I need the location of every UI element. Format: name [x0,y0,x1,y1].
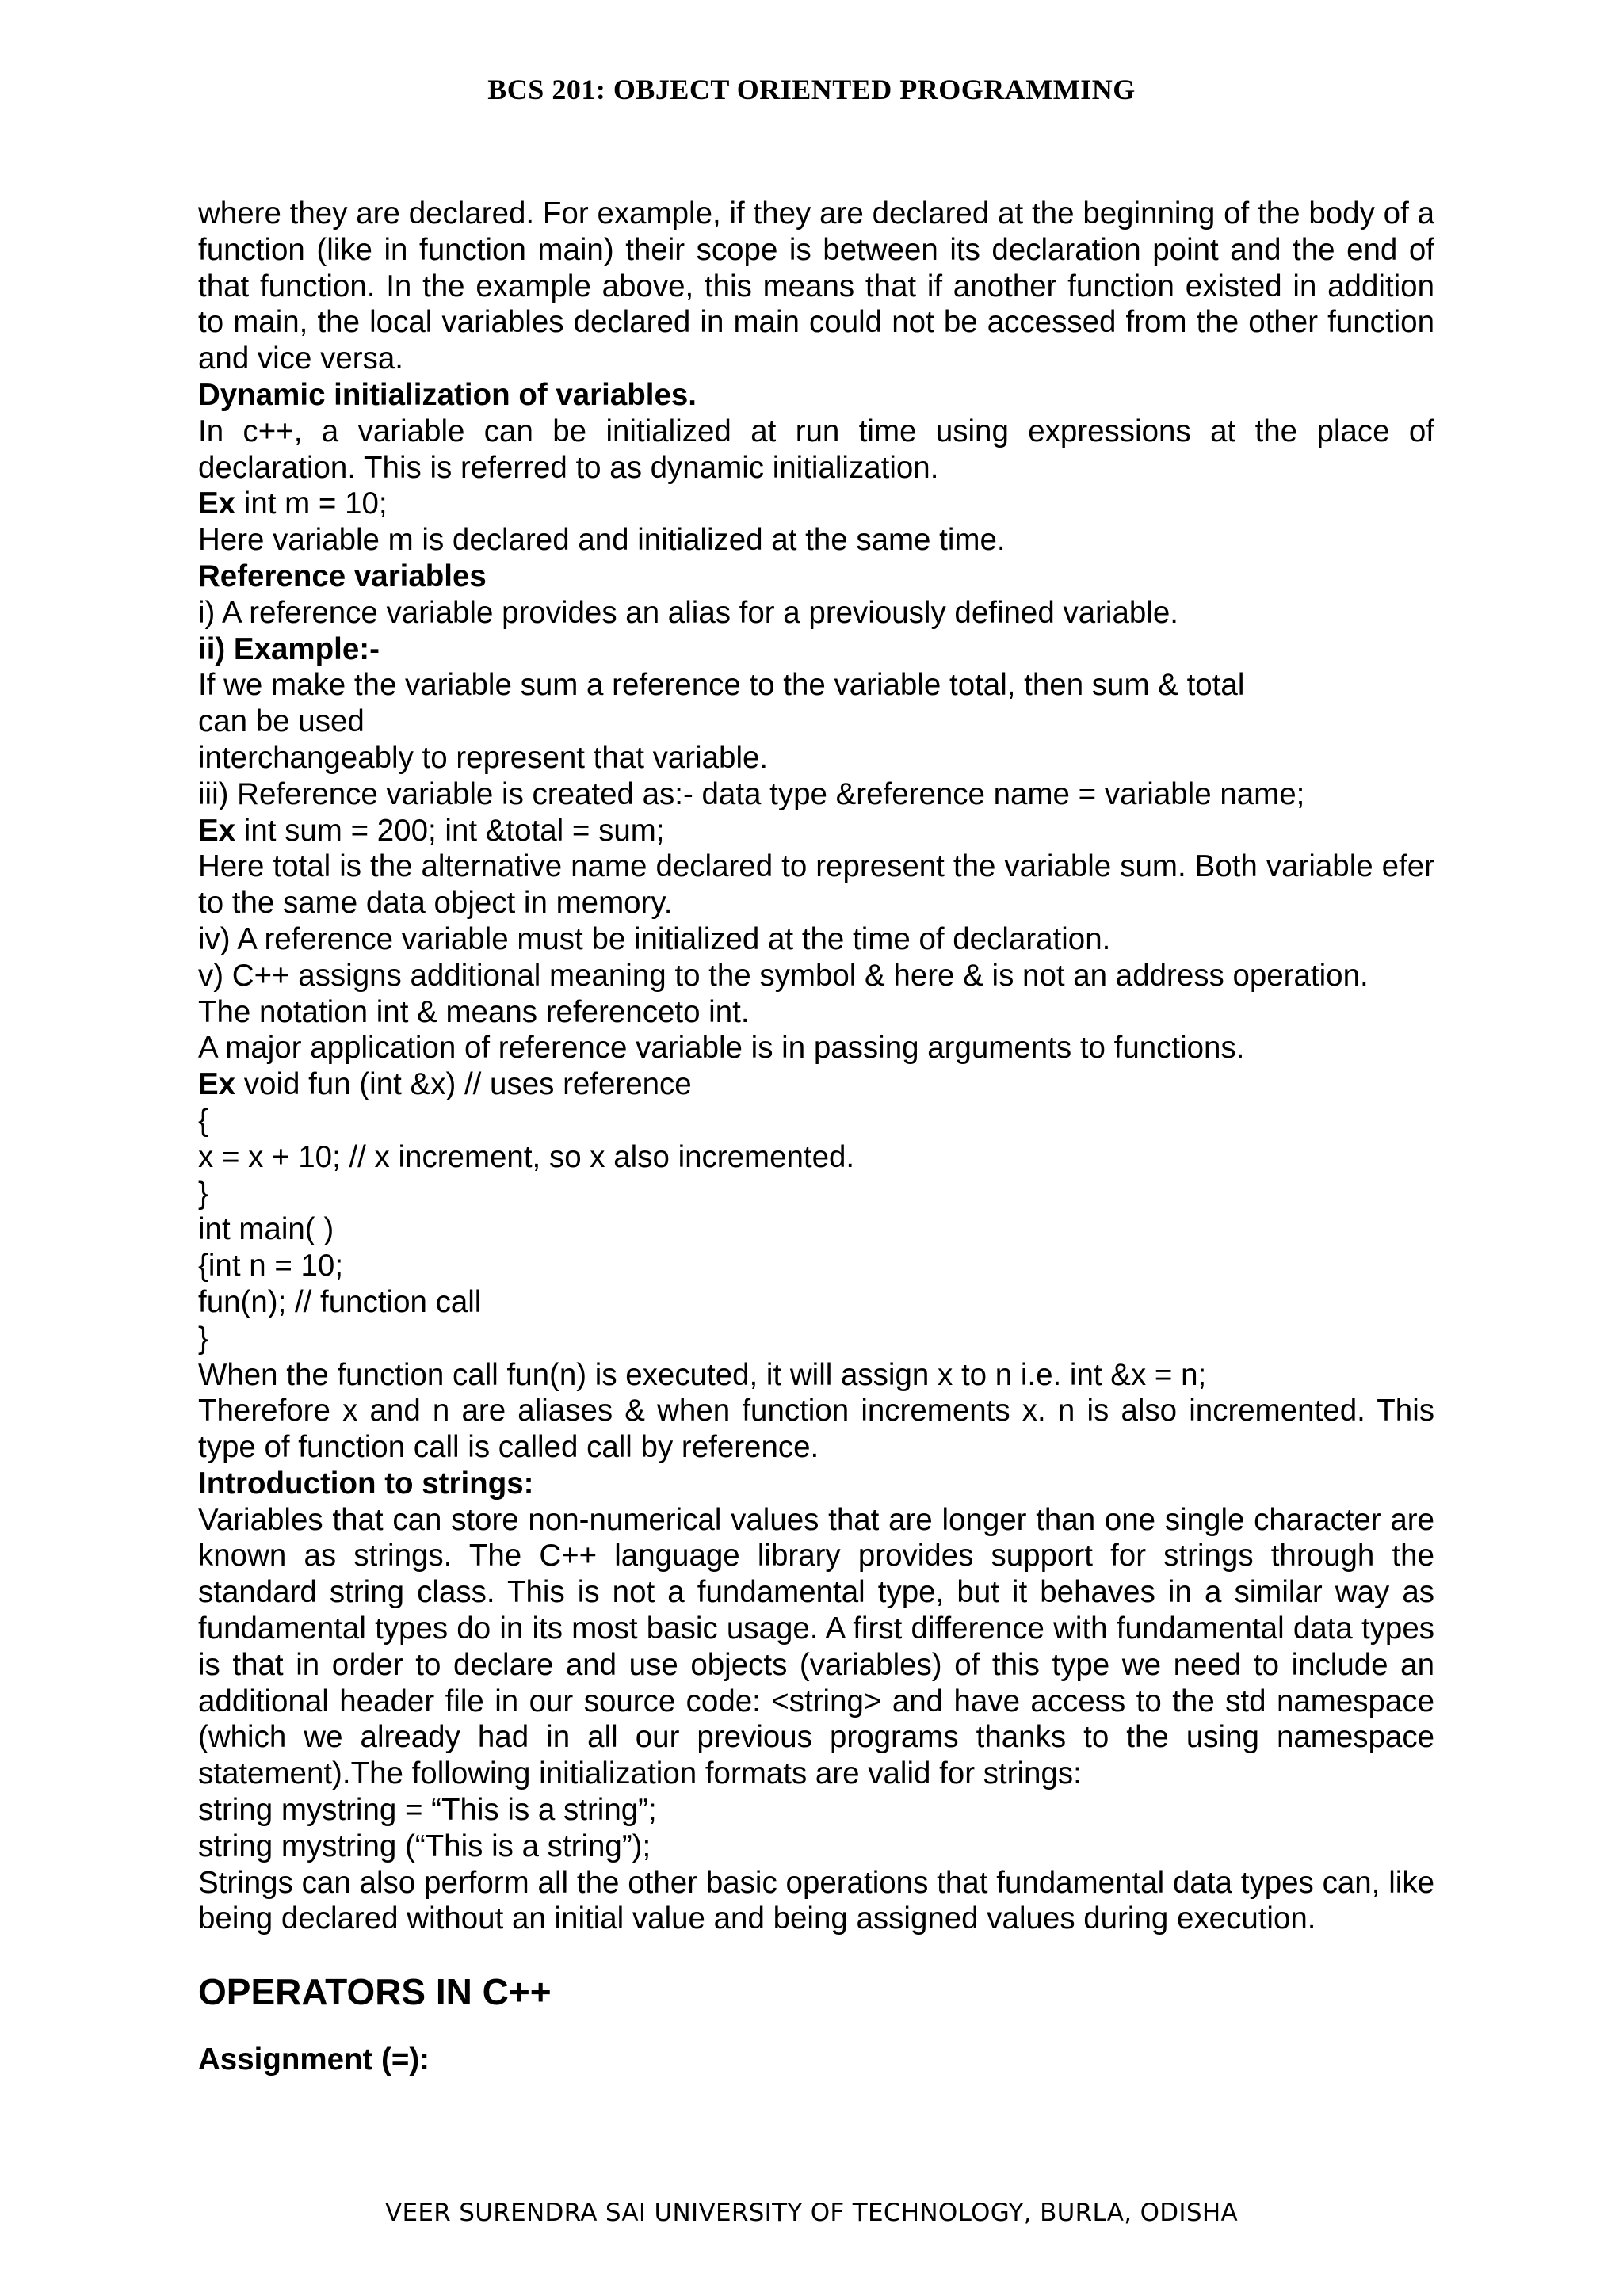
assignment-heading: Assignment (=): [198,2042,430,2077]
reference-notation: The notation int & means referenceto int. [198,994,750,1029]
spacer [198,2013,1434,2042]
strings-paragraph: Variables that can store non-numerical values that are longer than one single character are known as strings. The C++ language library provides support for strings through the standard string class. This is not a fundamental type, but it behaves in a similar way as fundamental types do in its most basic usage. A first difference with fundamental data types is that in order to declare and use objects (variables) of this type we need to include an additional header file in our source code: <string> and have access to the std namespace (which we already had in all our previous programs thanks to the using namespace statement).The following initialization formats are valid for strings: [198,1502,1434,1791]
dynamic-example-code: int m = 10; [235,486,388,521]
strings-heading: Introduction to strings: [198,1466,534,1501]
string-init-2: string mystring (“This is a string”); [198,1829,651,1863]
reference-application: A major application of reference variable is in passing arguments to functions. [198,1031,1245,1066]
reference-variables-heading: Reference variables [198,559,487,593]
dynamic-init-paragraph: In c++, a variable can be initialized at run time using expressions at the place of declaration. This is referred to as dynamic initialization. [198,414,1434,485]
dynamic-init-heading: Dynamic initialization of variables. [198,377,697,412]
example-label: Ex [198,1067,236,1102]
reference-example-note: Here total is the alternative name declared to represent the variable sum. Both variable efer to the same data object in memory. [198,849,1434,921]
page-content [198,196,1434,2078]
call-explanation-2: Therefore x and n are aliases & when function increments x. n is also incremented. This type of function call is called call by reference. [198,1394,1434,1465]
example-label: Ex [198,813,236,848]
function-declaration-code: void fun (int &x) // uses reference [235,1067,692,1102]
intro-paragraph: where they are declared. For example, if they are declared at the beginning of the body of a function (like in function main) their scope is between its declaration point and the end of that function. In the example above, this means that if another function existed in addition to main, the local variables declared in main could not be accessed from the other function and vice versa. [198,196,1434,376]
page-footer: VEER SURENDRA SAI UNIVERSITY OF TECHNOLOGY, BURLA, ODISHA [385,2199,1238,2227]
code-line: int main( ) [198,1212,334,1247]
reference-point-1: i) A reference variable provides an alias for a previously defined variable. [198,595,1178,630]
code-line: x = x + 10; // x increment, so x also incremented. [198,1139,855,1174]
reference-example-line-1: If we make the variable sum a reference to the variable total, then sum & total can be used [198,668,1245,739]
code-line: } [198,1321,208,1356]
example-label: Ex [198,486,236,521]
code-line: {int n = 10; [198,1249,344,1283]
reference-example-code: int sum = 200; int &total = sum; [235,813,665,848]
code-line: } [198,1176,208,1211]
reference-example-line-2: interchangeably to represent that variable. [198,740,769,775]
call-explanation-1: When the function call fun(n) is executed, it will assign x to n i.e. int &x = n; [198,1357,1207,1392]
function-example [198,1066,1434,1103]
operators-heading: OPERATORS IN C++ [198,1971,552,2013]
code-line: fun(n); // function call [198,1284,482,1319]
page-header: BCS 201: OBJECT ORIENTED PROGRAMMING [487,74,1136,105]
strings-closing-paragraph: Strings can also perform all the other basic operations that fundamental data types can, like being declared without an initial value and being assigned values during execution. [198,1865,1434,1936]
reference-point-3: iii) Reference variable is created as:- data type &reference name = variable name; [198,776,1305,811]
reference-point-5: v) C++ assigns additional meaning to the symbol & here & is not an address operation. [198,958,1369,993]
string-init-1: string mystring = “This is a string”; [198,1793,657,1828]
code-line: { [198,1103,208,1138]
dynamic-example [198,486,1434,522]
reference-point-2-heading: ii) Example:- [198,631,380,666]
reference-point-4: iv) A reference variable must be initialized at the time of declaration. [198,921,1111,956]
reference-example [198,813,1434,849]
dynamic-example-note: Here variable m is declared and initialized at the same time. [198,523,1006,558]
spacer [198,1937,1434,1970]
